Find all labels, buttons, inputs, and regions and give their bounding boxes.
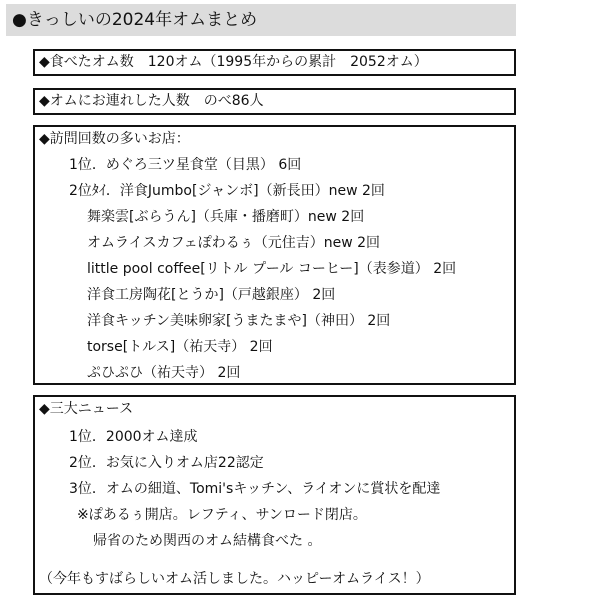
shop-rank-2-entry: 舞楽雲[ぶらうん]（兵庫・播磨町）new 2回 <box>87 209 365 225</box>
news-note: 帰省のため関西のオム結構食べた 。 <box>93 533 322 549</box>
top-news-heading: ◆三大ニュース <box>39 401 134 417</box>
people-count-text: ◆オムにお連れした人数 のべ86人 <box>39 93 264 109</box>
top-news-box <box>33 395 516 595</box>
shop-rank-1: 1位．めぐろ三ツ星食堂（目黒） 6回 <box>69 157 302 173</box>
shop-rank-2-entry: オムライスカフェぽわるぅ（元住吉）new 2回 <box>87 235 381 251</box>
shop-rank-2-entry: ぷひぷひ（祐天寺） 2回 <box>87 365 241 381</box>
news-rank-3: 3位．オムの細道、Tomi'sキッチン、ライオンに賞状を配達 <box>69 481 441 497</box>
omu-count-text: ◆食べたオム数 120オム（1995年からの累計 2052オム） <box>39 54 428 70</box>
frequent-shops-heading: ◆訪問回数の多いお店： <box>39 131 190 147</box>
shop-rank-2-entry: little pool coffee[リトル プール コーヒー]（表参道） 2回 <box>87 261 457 277</box>
people-count-box <box>33 88 516 115</box>
page-title: ●きっしいの2024年オムまとめ <box>6 4 516 36</box>
frequent-shops-box <box>33 125 516 385</box>
news-rank-1: 1位．2000オム達成 <box>69 429 198 445</box>
closing-message: （今年もすばらしいオム活しました。ハッピーオムライス！） <box>39 571 430 587</box>
omu-count-box <box>33 49 516 76</box>
shop-rank-2-entry: torse[トルス]（祐天寺） 2回 <box>87 339 273 355</box>
shop-rank-2: 2位ﾀｲ．洋食Jumbo[ジャンボ]（新長田）new 2回 <box>69 183 385 199</box>
news-note: ※ぽあるぅ開店。レフティ、サンロード閉店。 <box>77 507 367 523</box>
news-rank-2: 2位．お気に入りオム店22認定 <box>69 455 264 471</box>
shop-rank-2-entry: 洋食工房陶花[とうか]（戸越銀座） 2回 <box>87 287 336 303</box>
shop-rank-2-entry: 洋食キッチン美味卵家[うまたまや]（神田） 2回 <box>87 313 391 329</box>
